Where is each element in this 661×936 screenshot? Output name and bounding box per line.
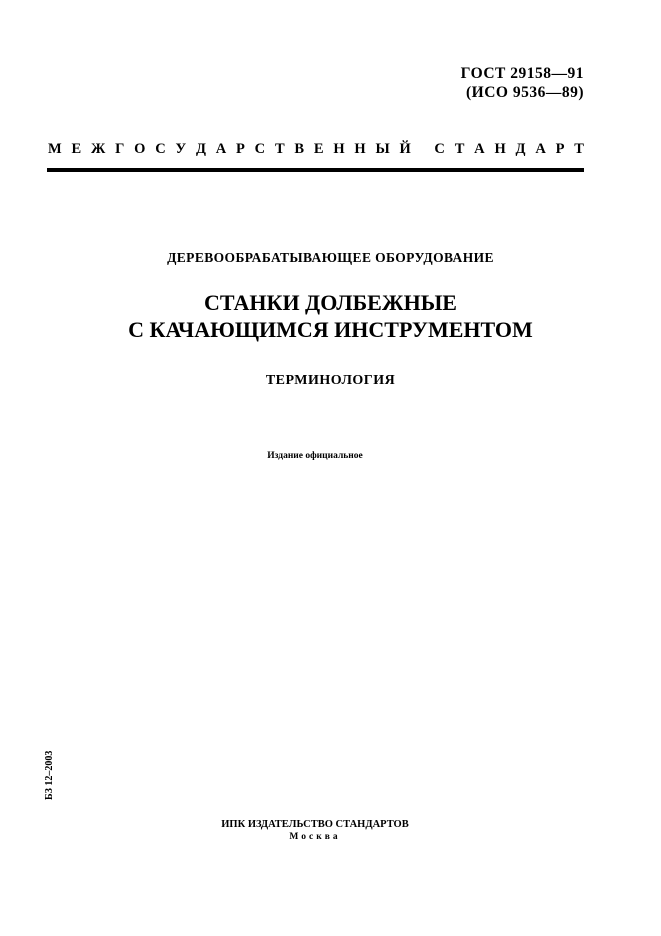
heading-letter: Й	[399, 141, 411, 157]
heading-letter: У	[175, 141, 187, 157]
heading-letter: А	[535, 141, 546, 157]
heading-letter: Р	[555, 141, 565, 157]
word-gap	[421, 141, 425, 158]
heading-letter: Р	[236, 141, 245, 157]
heading-letter: Д	[515, 141, 526, 157]
publisher-city: Москва	[289, 832, 341, 842]
main-title-line-2: С КАЧАЮЩИМСЯ ИНСТРУМЕНТОМ	[128, 317, 533, 342]
heading-letter: О	[134, 141, 146, 157]
iso-number: (ИСО 9536—89)	[465, 84, 584, 101]
main-title-line-1: СТАНКИ ДОЛБЕЖНЫЕ	[204, 290, 457, 315]
heading-letter: Ж	[90, 141, 106, 157]
heading-letter: М	[48, 141, 62, 157]
gost-codes	[461, 64, 584, 102]
heading-letter: А	[215, 141, 227, 157]
publisher-name: ИПК ИЗДАТЕЛЬСТВО СТАНДАРТОВ	[221, 819, 409, 830]
heading-letter: А	[474, 141, 485, 157]
heading-letter: Н	[494, 141, 506, 157]
side-note: БЗ 12–2003	[44, 750, 55, 800]
heading-letter: Н	[354, 141, 366, 157]
heading-letter: Е	[71, 141, 82, 157]
heading-rule	[47, 168, 584, 172]
heading-letter: С	[155, 141, 166, 157]
interstate-standard-heading	[48, 141, 584, 158]
heading-letter: Д	[195, 141, 206, 157]
heading-letter: Т	[574, 141, 584, 157]
heading-letter: Г	[115, 141, 125, 157]
heading-letter: Е	[313, 141, 324, 157]
heading-letter: Т	[274, 141, 285, 157]
publisher-block	[0, 818, 630, 844]
equipment-category: ДЕРЕВООБРАБАТЫВАЮЩЕЕ ОБОРУДОВАНИЕ	[167, 250, 494, 265]
heading-letter: Н	[333, 141, 345, 157]
heading-letter: С	[434, 141, 445, 157]
main-title	[0, 289, 661, 343]
subject-heading: ТЕРМИНОЛОГИЯ	[265, 373, 396, 388]
edition-label: Издание официальное	[267, 451, 363, 461]
heading-letter: В	[294, 141, 305, 157]
gost-number: ГОСТ 29158—91	[460, 65, 584, 82]
heading-letter: С	[254, 141, 266, 157]
heading-letter: Ы	[375, 141, 390, 157]
heading-letter: Т	[454, 141, 465, 157]
